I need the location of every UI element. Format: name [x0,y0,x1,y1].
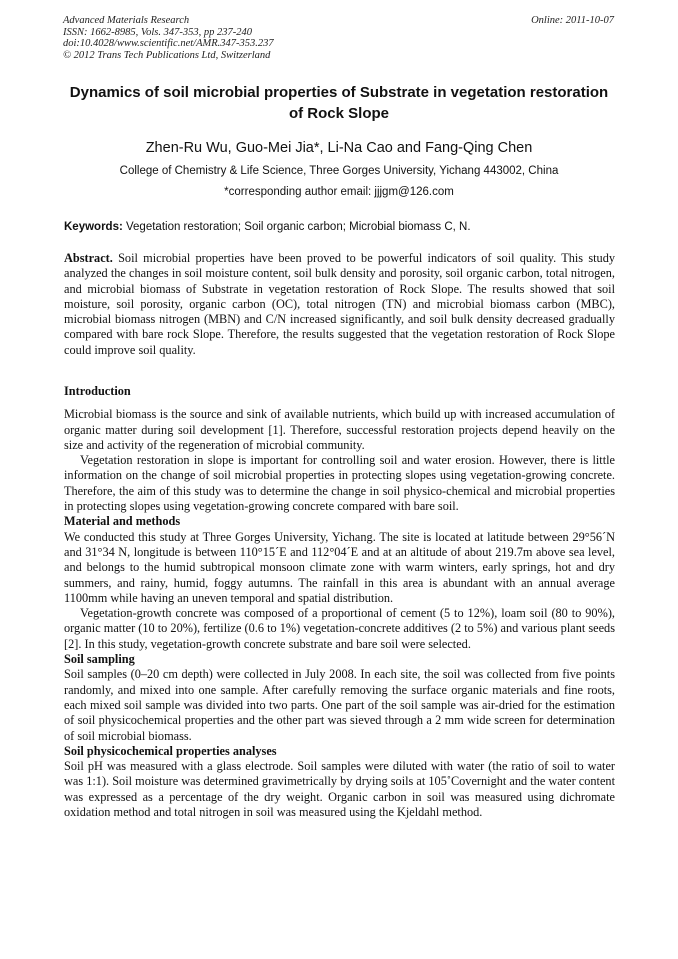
paper-title: Dynamics of soil microbial properties of Substrate in vegetation restoration of Rock Slope [69,84,609,122]
introduction-paragraph-1: Microbial biomass is the source and sink of available nutrients, which build up with increased accumulation of organic matter during soil development [1]. Therefore, successful restoration projects depend heavily on the size and activity of the regeneration of microbial community. [64,407,615,452]
corresponding-email: *corresponding author email: jjjgm@126.com [224,186,454,198]
keywords [64,221,616,233]
journal-issn: ISSN: 1662-8985, Vols. 347-353, pp 237-240 [63,26,252,38]
section-heading-introduction: Introduction [64,384,131,398]
section-heading-methods: Material and methods [64,514,181,529]
journal-name: Advanced Materials Research [63,15,190,26]
keywords-text: Vegetation restoration; Soil organic carbon; Microbial biomass C, N. [126,221,471,233]
methods-paragraph-1: We conducted this study at Three Gorges University, Yichang. The site is located at latitude between 29°56´N and 31°34 N, longitude is between 110°15´E and 112°04´E and at an altitude of about 219.7m above sea level, and belongs to the humid subtropical monsoon climate zone with warm winters, early springs, hot and dry summers, and rainy, humid, foggy autumns. The rainfall in this area is abundant with an annual average 1100mm while having an uneven temporal and spatial distribution. [64,529,615,605]
section-heading-physicochemical: Soil physicochemical properties analyses [64,743,277,758]
physicochemical-paragraph-1: Soil pH was measured with a glass electrode. Soil samples were diluted with water (the ratio of soil to water was 1:1). Soil moisture was determined gravimetrically by drying soils at 105˚Covernight and the water content was expressed as a percentage of the dry weight. Organic carbon in soil was measured using dichromate oxidation method and total nitrogen in soil was measured using the Kjeldahl method. [64,759,615,820]
introduction-paragraph-2: Vegetation restoration in slope is important for controlling soil and water erosion. However, there is little information on the change of soil microbial properties in protecting slopes using vegetation-growing concrete. Therefore, the aim of this study was to determine the change in soil physico-chemical and microbial properties in protecting slopes using vegetation-growing concrete compared with bare soil. [64,453,615,514]
journal-copyright: © 2012 Trans Tech Publications Ltd, Switzerland [63,49,271,61]
section-heading-sampling: Soil sampling [64,652,135,667]
abstract-text: Soil microbial properties have been proved to be powerful indicators of soil quality. This study analyzed the changes in soil moisture content, soil bulk density and porosity, soil organic carbon, total nitrogen, and microbial biomass of Substrate in vegetation restoration of Rock Slope. The results showed that soil moisture, soil porosity, organic carbon (OC), total nitrogen (TN) and microbial biomass carbon (MBC), microbial biomass nitrogen (MBN) and C/N increased significantly, and soil bulk density decreased gradually compared with bare rock Slope. Therefore, the results suggested that the vegetation restoration of Rock Slope could improve soil quality. [64,251,615,357]
paper-body [64,384,615,820]
journal-doi: doi:10.4028/www.scientific.net/AMR.347-353.237 [63,38,274,49]
sampling-paragraph-1: Soil samples (0–20 cm depth) were collected in July 2008. In each site, the soil was collected from five points randomly, and mixed into one sample. After carefully removing the surface organic materials and fine roots, each mixed soil sample was divided into two parts. One part of the soil sample was air-dried for the estimation of soil physicochemical properties and the other part was sieved through a 2 mm wide screen for determination of soil microbial biomass. [64,667,615,743]
keywords-label: Keywords: [64,221,123,233]
online-date: Online: 2011-10-07 [531,15,614,26]
abstract [64,251,615,358]
journal-header [63,15,274,61]
author-list: Zhen-Ru Wu, Guo-Mei Jia*, Li-Na Cao and Fang-Qing Chen [145,140,533,156]
abstract-label: Abstract. [64,251,113,265]
methods-paragraph-2: Vegetation-growth concrete was composed of a proportional of cement (5 to 12%), loam soil (80 to 90%), organic matter (10 to 20%), fertilize (0.6 to 1%) vegetation-concrete additives (2 to 5%) and various plant seeds [2]. In this study, vegetation-growth concrete substrate and bare soil were selected. [64,606,615,651]
affiliation: College of Chemistry & Life Science, Three Gorges University, Yichang 443002, China [119,165,559,177]
